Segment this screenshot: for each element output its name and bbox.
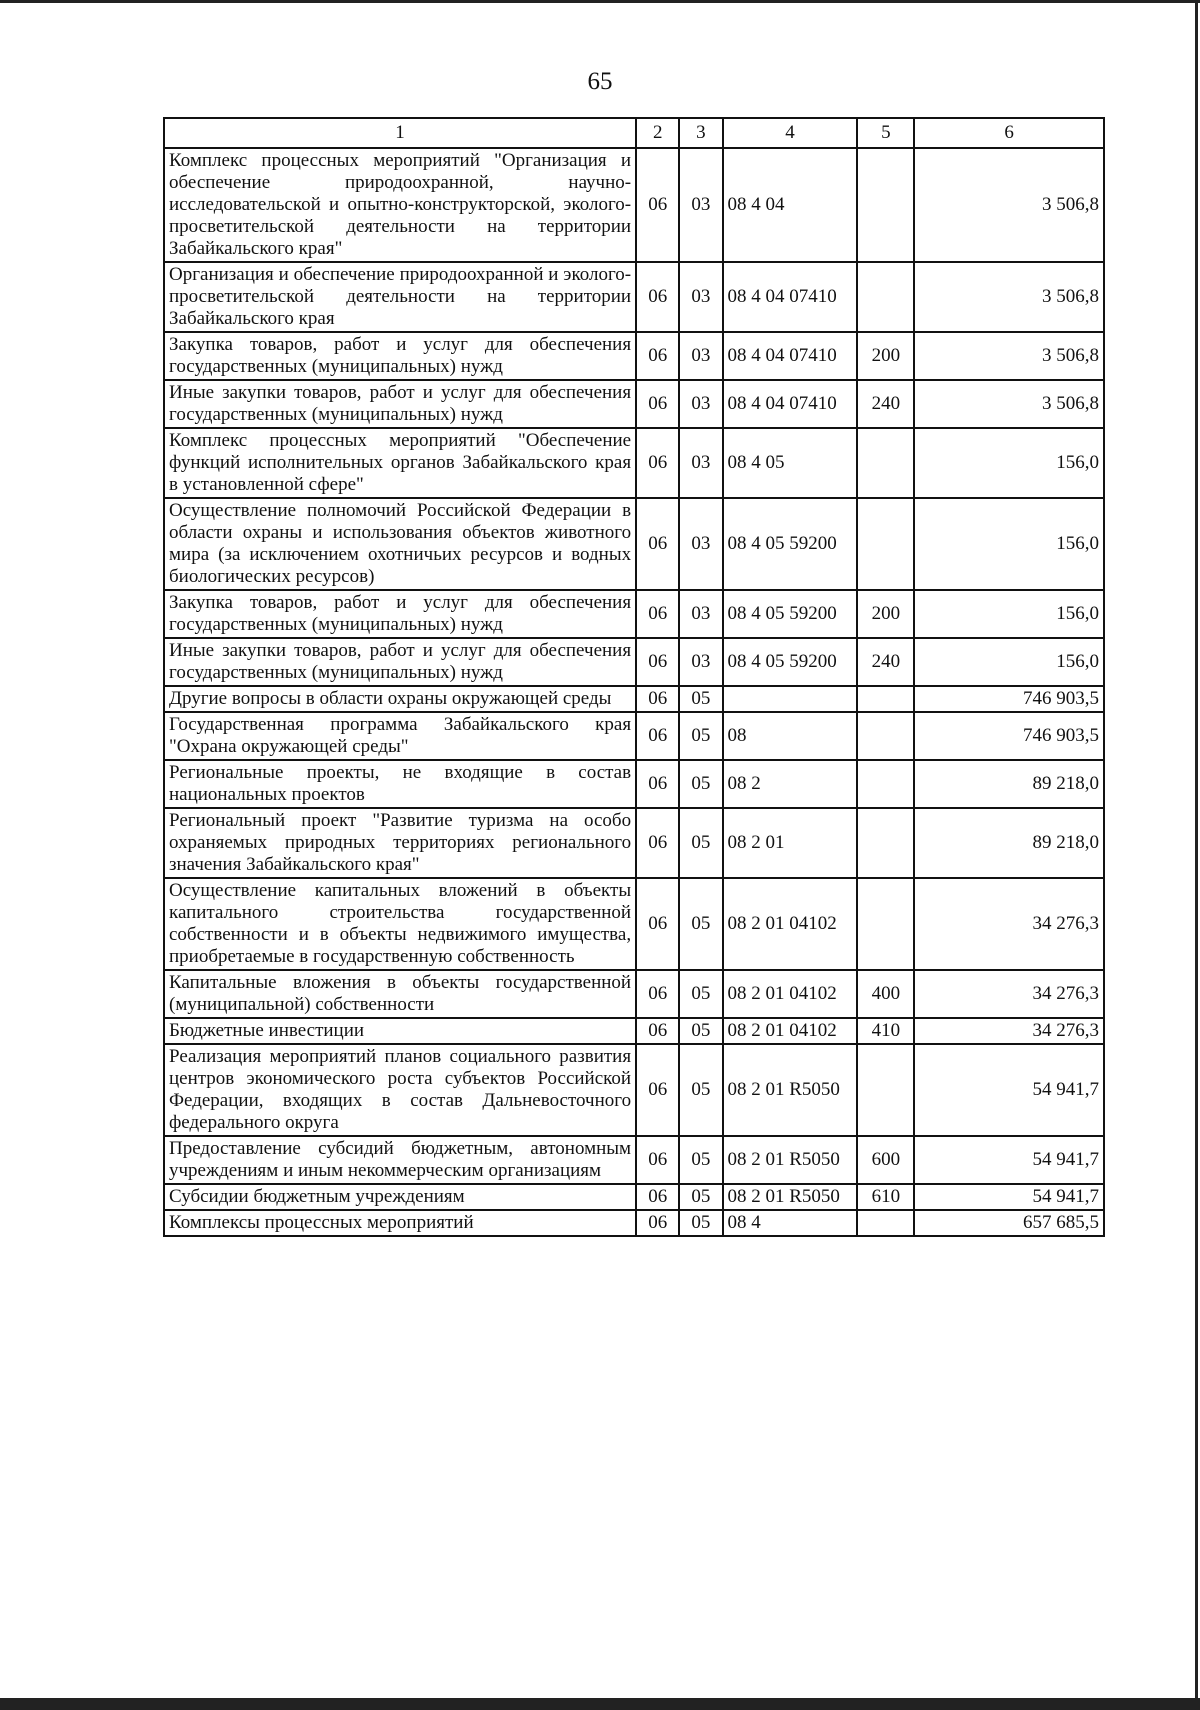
- row-expense-type-cell: [857, 712, 914, 760]
- row-target-code-cell: 08 4 04: [723, 148, 858, 262]
- row-section-cell: 06: [636, 1044, 679, 1136]
- row-expense-type-cell: [857, 1044, 914, 1136]
- row-amount-cell: 3 506,8: [914, 262, 1104, 332]
- row-amount-cell: 746 903,5: [914, 712, 1104, 760]
- row-expense-type-cell: [857, 1210, 914, 1236]
- row-subsection-cell: 05: [679, 1136, 722, 1184]
- row-expense-type-cell: 610: [857, 1184, 914, 1210]
- row-expense-type-cell: 200: [857, 590, 914, 638]
- table-row: [164, 1044, 1104, 1136]
- row-section-cell: 06: [636, 148, 679, 262]
- table-row: [164, 590, 1104, 638]
- row-subsection-cell: 05: [679, 808, 722, 878]
- row-subsection-cell: 03: [679, 590, 722, 638]
- row-amount-cell: 34 276,3: [914, 1018, 1104, 1044]
- table-row: [164, 428, 1104, 498]
- row-target-code-cell: 08 4 04 07410: [723, 380, 858, 428]
- scan-top-border: [0, 0, 1200, 3]
- row-section-cell: 06: [636, 1210, 679, 1236]
- table-row: [164, 878, 1104, 970]
- row-subsection-cell: 05: [679, 1018, 722, 1044]
- table-row: [164, 760, 1104, 808]
- row-section-cell: 06: [636, 498, 679, 590]
- row-section-cell: 06: [636, 686, 679, 712]
- row-subsection-cell: 05: [679, 760, 722, 808]
- row-amount-cell: 34 276,3: [914, 970, 1104, 1018]
- row-expense-type-cell: 600: [857, 1136, 914, 1184]
- row-amount-cell: 54 941,7: [914, 1044, 1104, 1136]
- row-section-cell: 06: [636, 380, 679, 428]
- row-name-cell: Бюджетные инвестиции: [164, 1018, 636, 1044]
- row-name-cell: Комплексы процессных мероприятий: [164, 1210, 636, 1236]
- table-row: [164, 1210, 1104, 1236]
- row-section-cell: 06: [636, 878, 679, 970]
- row-section-cell: 06: [636, 970, 679, 1018]
- row-name-cell: Закупка товаров, работ и услуг для обеспечения государственных (муниципальных) нужд: [164, 332, 636, 380]
- row-amount-cell: 54 941,7: [914, 1136, 1104, 1184]
- budget-table: [163, 117, 1105, 1237]
- table-row: [164, 332, 1104, 380]
- row-name-cell: Закупка товаров, работ и услуг для обеспечения государственных (муниципальных) нужд: [164, 590, 636, 638]
- page-number: 65: [587, 68, 613, 95]
- row-expense-type-cell: [857, 808, 914, 878]
- row-name-cell: Капитальные вложения в объекты государственной (муниципальной) собственности: [164, 970, 636, 1018]
- table-row: [164, 262, 1104, 332]
- row-section-cell: 06: [636, 590, 679, 638]
- row-name-cell: Другие вопросы в области охраны окружающей среды: [164, 686, 636, 712]
- row-section-cell: 06: [636, 428, 679, 498]
- row-amount-cell: 89 218,0: [914, 808, 1104, 878]
- row-section-cell: 06: [636, 262, 679, 332]
- row-name-cell: Иные закупки товаров, работ и услуг для обеспечения государственных (муниципальных) нужд: [164, 380, 636, 428]
- row-amount-cell: 3 506,8: [914, 332, 1104, 380]
- table-row: [164, 686, 1104, 712]
- row-amount-cell: 3 506,8: [914, 380, 1104, 428]
- row-expense-type-cell: [857, 498, 914, 590]
- row-expense-type-cell: [857, 878, 914, 970]
- row-name-cell: Осуществление капитальных вложений в объекты капитального строительства государственной собственности и в объекты недвижимого имущества, приобретаемые в государственную собственность: [164, 878, 636, 970]
- row-subsection-cell: 05: [679, 1184, 722, 1210]
- row-target-code-cell: 08 4 05: [723, 428, 858, 498]
- row-expense-type-cell: [857, 262, 914, 332]
- row-subsection-cell: 05: [679, 1210, 722, 1236]
- table-row: [164, 148, 1104, 262]
- row-amount-cell: 156,0: [914, 638, 1104, 686]
- row-amount-cell: 89 218,0: [914, 760, 1104, 808]
- row-name-cell: Иные закупки товаров, работ и услуг для обеспечения государственных (муниципальных) нужд: [164, 638, 636, 686]
- table-row: [164, 638, 1104, 686]
- row-name-cell: Предоставление субсидий бюджетным, автономным учреждениям и иным некоммерческим организациям: [164, 1136, 636, 1184]
- column-header: 4: [723, 118, 858, 148]
- column-header: 6: [914, 118, 1104, 148]
- row-target-code-cell: 08 4 05 59200: [723, 590, 858, 638]
- row-section-cell: 06: [636, 808, 679, 878]
- row-name-cell: Организация и обеспечение природоохранной и эколого-просветительской деятельности на территории Забайкальского края: [164, 262, 636, 332]
- row-target-code-cell: 08: [723, 712, 858, 760]
- row-section-cell: 06: [636, 638, 679, 686]
- row-subsection-cell: 05: [679, 686, 722, 712]
- row-name-cell: Осуществление полномочий Российской Федерации в области охраны и использования объектов животного мира (за исключением охотничьих ресурсов и водных биологических ресурсов): [164, 498, 636, 590]
- row-target-code-cell: 08 2 01 04102: [723, 878, 858, 970]
- table-row: [164, 712, 1104, 760]
- row-target-code-cell: 08 2 01 R5050: [723, 1044, 858, 1136]
- table-row: [164, 1136, 1104, 1184]
- row-section-cell: 06: [636, 760, 679, 808]
- row-subsection-cell: 03: [679, 638, 722, 686]
- table-body: [164, 148, 1104, 1236]
- row-subsection-cell: 03: [679, 498, 722, 590]
- table-row: [164, 970, 1104, 1018]
- column-header: 2: [636, 118, 679, 148]
- row-expense-type-cell: 240: [857, 638, 914, 686]
- scan-right-border: [1195, 0, 1198, 1710]
- row-subsection-cell: 03: [679, 262, 722, 332]
- row-expense-type-cell: [857, 428, 914, 498]
- column-header: 5: [857, 118, 914, 148]
- row-expense-type-cell: [857, 686, 914, 712]
- row-target-code-cell: 08 4 05 59200: [723, 638, 858, 686]
- row-target-code-cell: 08 4 04 07410: [723, 262, 858, 332]
- row-subsection-cell: 05: [679, 712, 722, 760]
- row-target-code-cell: 08 2 01 04102: [723, 1018, 858, 1044]
- row-target-code-cell: 08 4: [723, 1210, 858, 1236]
- row-section-cell: 06: [636, 1136, 679, 1184]
- row-amount-cell: 34 276,3: [914, 878, 1104, 970]
- row-section-cell: 06: [636, 332, 679, 380]
- row-expense-type-cell: 200: [857, 332, 914, 380]
- column-header: 1: [164, 118, 636, 148]
- row-subsection-cell: 03: [679, 428, 722, 498]
- row-amount-cell: 54 941,7: [914, 1184, 1104, 1210]
- row-target-code-cell: 08 2 01 04102: [723, 970, 858, 1018]
- row-section-cell: 06: [636, 1184, 679, 1210]
- column-header: 3: [679, 118, 722, 148]
- row-target-code-cell: 08 4 05 59200: [723, 498, 858, 590]
- table-header-row: [164, 118, 1104, 148]
- row-amount-cell: 156,0: [914, 428, 1104, 498]
- row-amount-cell: 657 685,5: [914, 1210, 1104, 1236]
- row-target-code-cell: 08 2 01 R5050: [723, 1184, 858, 1210]
- row-section-cell: 06: [636, 1018, 679, 1044]
- row-target-code-cell: [723, 686, 858, 712]
- table-row: [164, 498, 1104, 590]
- row-expense-type-cell: 410: [857, 1018, 914, 1044]
- row-name-cell: Региональный проект "Развитие туризма на особо охраняемых природных территориях регионального значения Забайкальского края": [164, 808, 636, 878]
- row-expense-type-cell: 240: [857, 380, 914, 428]
- row-amount-cell: 746 903,5: [914, 686, 1104, 712]
- row-name-cell: Региональные проекты, не входящие в состав национальных проектов: [164, 760, 636, 808]
- row-subsection-cell: 05: [679, 970, 722, 1018]
- row-name-cell: Государственная программа Забайкальского края "Охрана окружающей среды": [164, 712, 636, 760]
- row-section-cell: 06: [636, 712, 679, 760]
- row-target-code-cell: 08 4 04 07410: [723, 332, 858, 380]
- row-name-cell: Комплекс процессных мероприятий "Организация и обеспечение природоохранной, научно-исследовательской и опытно-конструкторской, эколого-просветительской деятельности на территории Забайкальского края": [164, 148, 636, 262]
- row-name-cell: Реализация мероприятий планов социального развития центров экономического роста субъектов Российской Федерации, входящих в состав Дальневосточного федерального округа: [164, 1044, 636, 1136]
- row-amount-cell: 156,0: [914, 498, 1104, 590]
- row-subsection-cell: 03: [679, 148, 722, 262]
- table-row: [164, 808, 1104, 878]
- row-amount-cell: 3 506,8: [914, 148, 1104, 262]
- row-expense-type-cell: [857, 760, 914, 808]
- row-name-cell: Комплекс процессных мероприятий "Обеспечение функций исполнительных органов Забайкальского края в установленной сфере": [164, 428, 636, 498]
- row-subsection-cell: 05: [679, 878, 722, 970]
- table-row: [164, 1184, 1104, 1210]
- row-amount-cell: 156,0: [914, 590, 1104, 638]
- row-target-code-cell: 08 2 01: [723, 808, 858, 878]
- row-target-code-cell: 08 2 01 R5050: [723, 1136, 858, 1184]
- row-target-code-cell: 08 2: [723, 760, 858, 808]
- row-expense-type-cell: [857, 148, 914, 262]
- row-subsection-cell: 05: [679, 1044, 722, 1136]
- scan-bottom-border: [0, 1698, 1200, 1710]
- table-row: [164, 1018, 1104, 1044]
- row-subsection-cell: 03: [679, 380, 722, 428]
- table-row: [164, 380, 1104, 428]
- row-subsection-cell: 03: [679, 332, 722, 380]
- row-expense-type-cell: 400: [857, 970, 914, 1018]
- row-name-cell: Субсидии бюджетным учреждениям: [164, 1184, 636, 1210]
